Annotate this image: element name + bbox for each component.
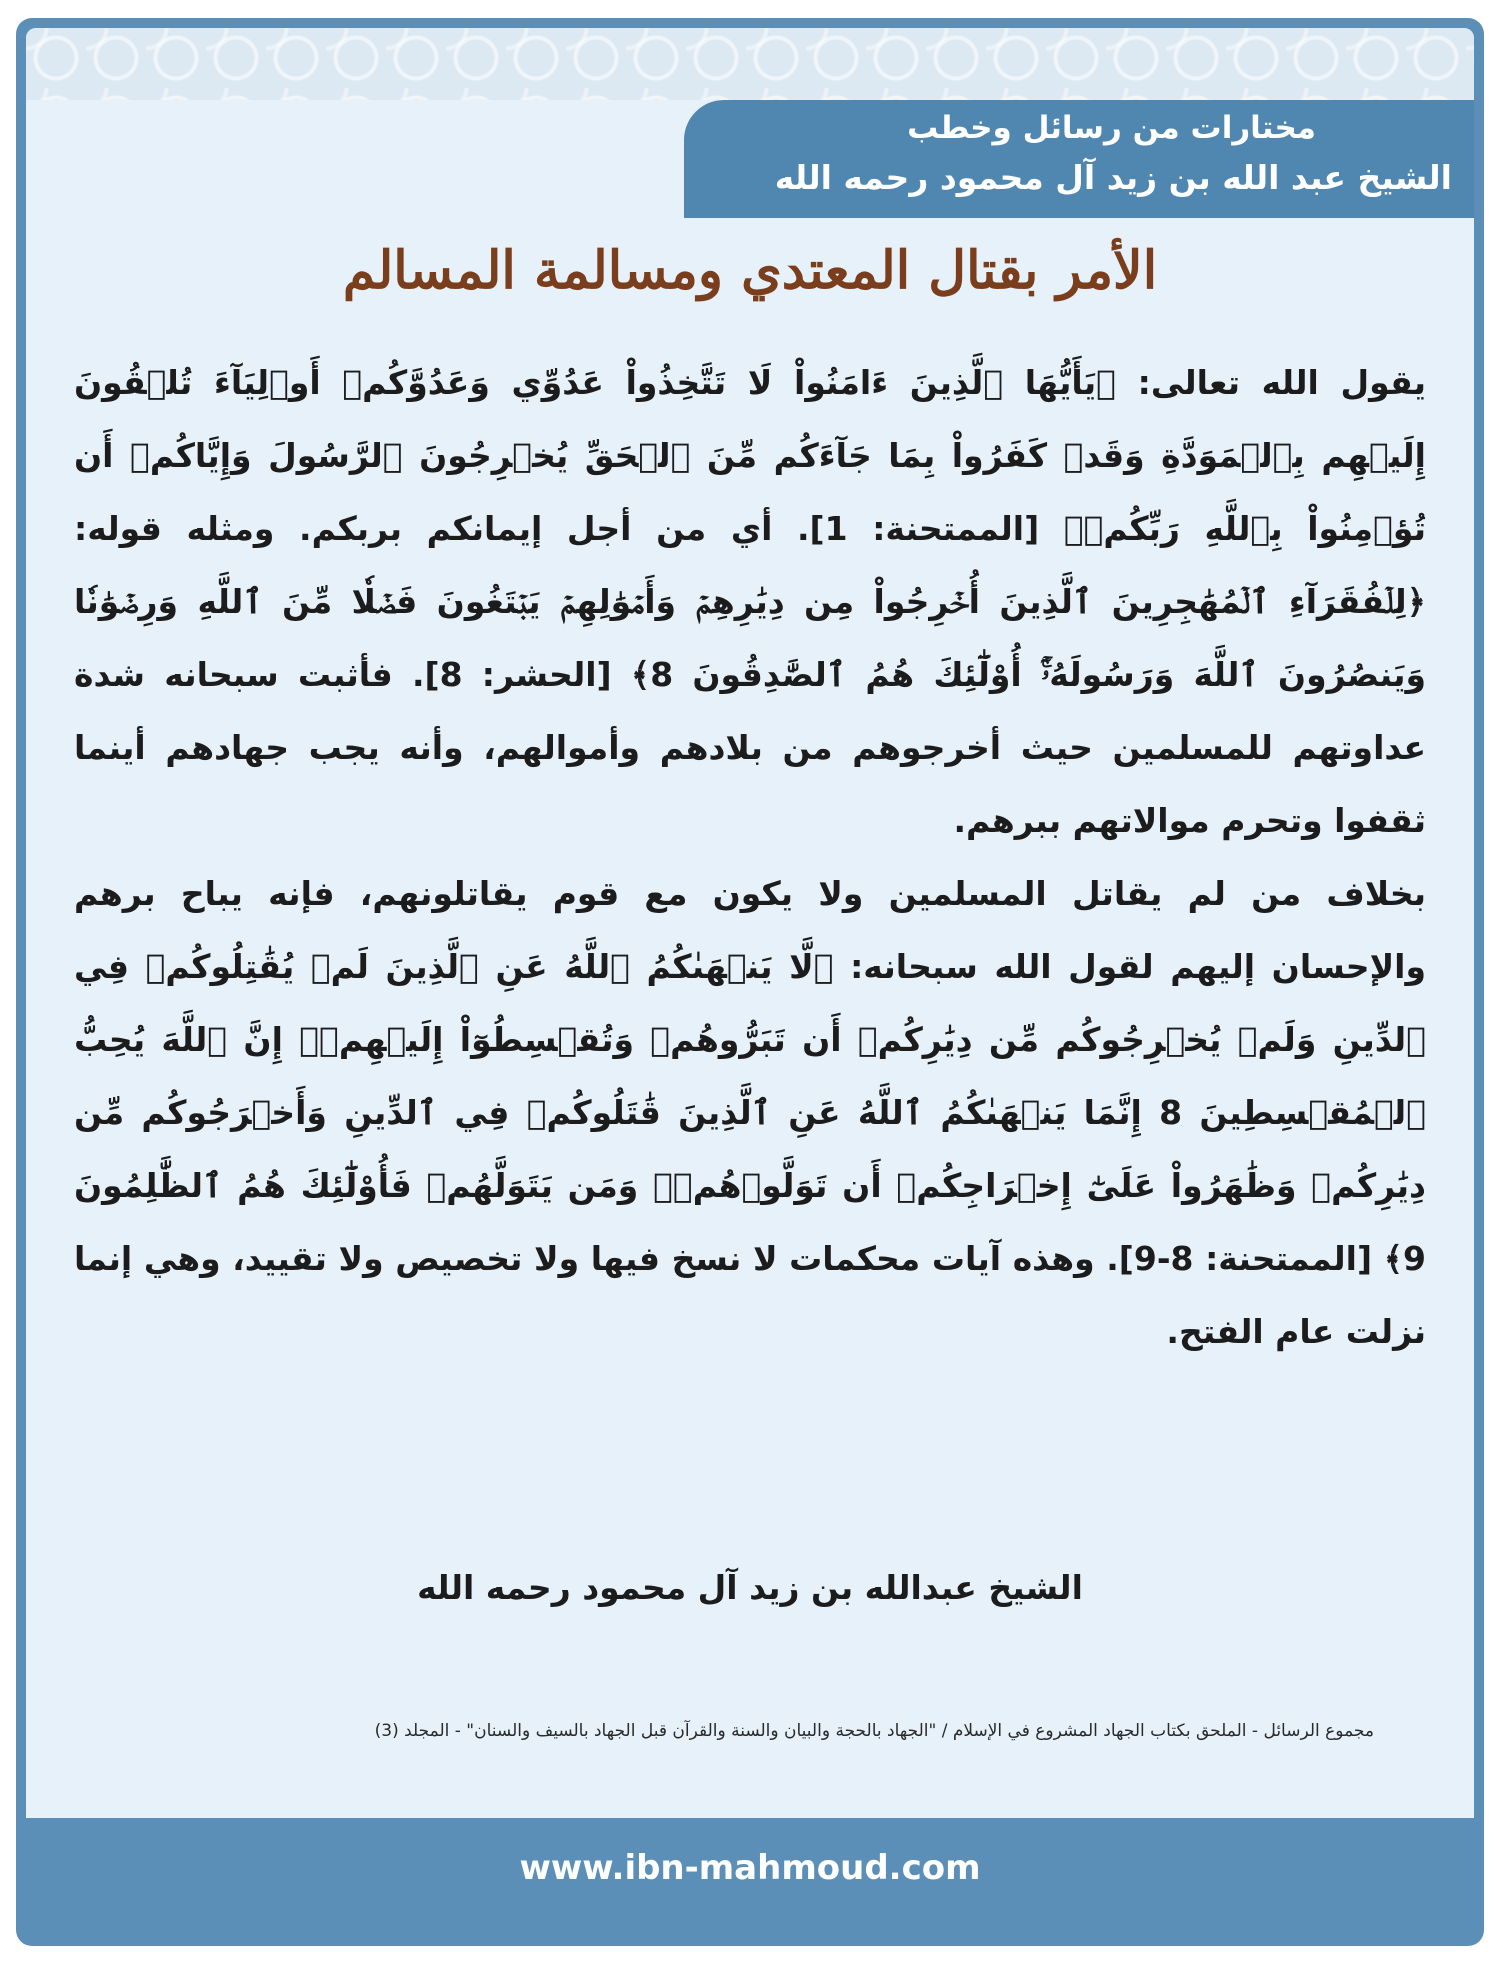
series-author: الشيخ عبد الله بن زيد آل محمود رحمه الله (774, 158, 1452, 197)
author-signature: الشيخ عبدالله بن زيد آل محمود رحمه الله (417, 1568, 1083, 1607)
series-header (684, 100, 1474, 218)
paragraph: بخلاف من لم يقاتل المسلمين ولا يكون مع قوم يقاتلونهم، فإنه يباح برهم والإحسان إليهم لقول الله سبحانه: ﴿لَّا يَنۡهَىٰكُمُ ٱللَّهُ عَنِ ٱلَّذِينَ لَمۡ يُقَٰتِلُوكُمۡ فِي ٱلدِّينِ وَلَمۡ يُخۡرِجُوكُم مِّن دِيَٰرِكُمۡ أَن تَبَرُّوهُمۡ وَتُقۡسِطُوٓاْ إِلَيۡهِمۡۚ إِنَّ ٱللَّهَ يُحِبُّ ٱلۡمُقۡسِطِينَ 8 إِنَّمَا يَنۡهَىٰكُمُ ٱللَّهُ عَنِ ٱلَّذِينَ قَٰتَلُوكُمۡ فِي ٱلدِّينِ وَأَخۡرَجُوكُم مِّن دِيَٰرِكُمۡ وَظَٰهَرُواْ عَلَىٰٓ إِخۡرَاجِكُمۡ أَن تَوَلَّوۡهُمۡۚ وَمَن يَتَوَلَّهُمۡ فَأُوْلَٰٓئِكَ هُمُ ٱلظَّٰلِمُونَ 9﴾ [الممتحنة: 8-9]. وهذه آيات محكمات لا نسخ فيها ولا تخصيص ولا تقييد، وهي إنما نزلت عام الفتح. (74, 874, 1426, 1351)
content-panel (26, 28, 1474, 1818)
article-body (74, 346, 1426, 1368)
page-frame (16, 18, 1484, 1946)
website-link[interactable]: www.ibn-mahmoud.com (519, 1848, 981, 1888)
article-title: الأمر بقتال المعتدي ومسالمة المسالم (342, 240, 1158, 301)
paragraph: يقول الله تعالى: ﴿يَأَيُّهَا ٱلَّذِينَ ءَامَنُواْ لَا تَتَّخِذُواْ عَدُوِّي وَعَدُوَّكُمۡ أَوۡلِيَآءَ تُلۡقُونَ إِلَيۡهِم بِٱلۡمَوَدَّةِ وَقَدۡ كَفَرُواْ بِمَا جَآءَكُم مِّنَ ٱلۡحَقِّ يُخۡرِجُونَ ٱلرَّسُولَ وَإِيَّاكُمۡ أَن تُؤۡمِنُواْ بِٱللَّهِ رَبِّكُمۡ﴾ [الممتحنة: 1]. أي من أجل إيمانكم بربكم. ومثله قوله: ﴿لِلۡفُقَرَآءِ ٱلۡمُهَٰجِرِينَ ٱلَّذِينَ أُخۡرِجُواْ مِن دِيَٰرِهِمۡ وَأَمۡوَٰلِهِمۡ يَبۡتَغُونَ فَضۡلٗا مِّنَ ٱللَّهِ وَرِضۡوَٰنٗا وَيَنصُرُونَ ٱللَّهَ وَرَسُولَهُۥٓۚ أُوْلَٰٓئِكَ هُمُ ٱلصَّٰدِقُونَ 8﴾ [الحشر: 8]. فأثبت سبحانه شدة عداوتهم للمسلمين حيث أخرجوهم من بلادهم وأموالهم، وأنه يجب جهادهم أينما ثقفوا وتحرم موالاتهم ببرهم. (74, 363, 1427, 840)
source-citation: مجموع الرسائل - الملحق بكتاب الجهاد المشروع في الإسلام / "الجهاد بالحجة والبيان والسنة والقرآن قبل الجهاد بالسيف والسنان" - المجلد (3) (374, 1721, 1374, 1741)
decorative-pattern (26, 28, 1474, 100)
series-title: مختارات من رسائل وخطب (907, 110, 1316, 146)
